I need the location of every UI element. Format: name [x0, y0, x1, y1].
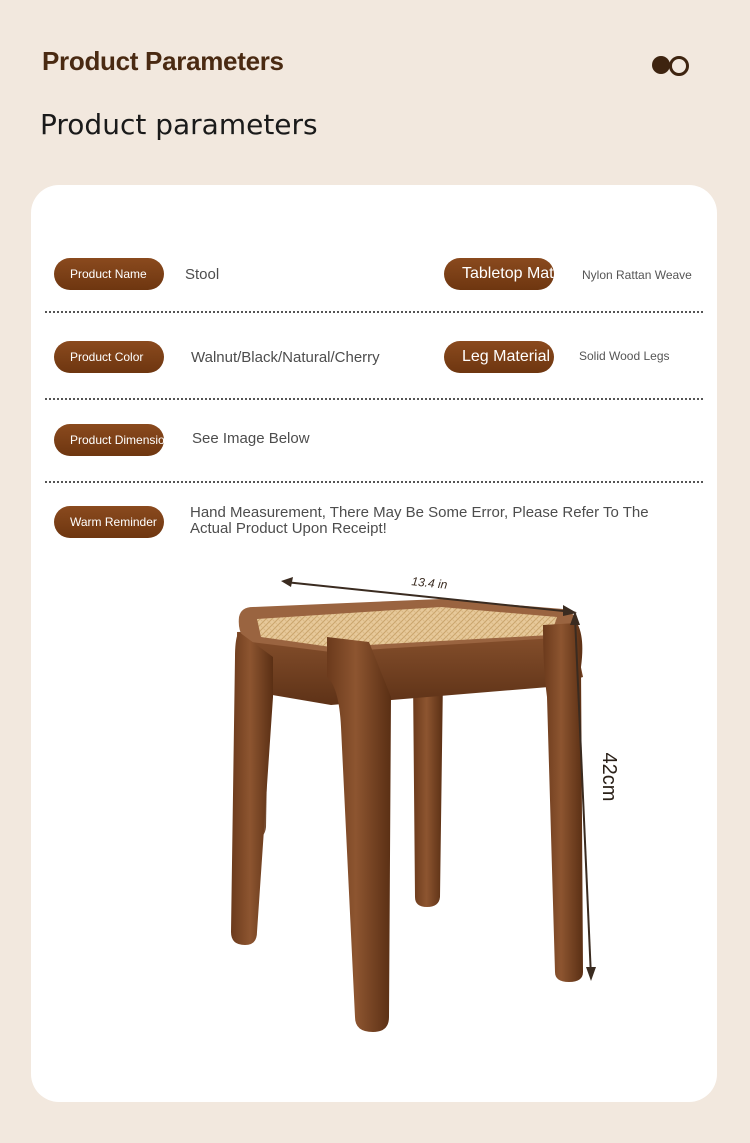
divider — [45, 398, 703, 400]
height-label: 42cm — [598, 752, 620, 802]
back-leg — [413, 677, 443, 907]
leg-material-pill: Leg Material — [444, 341, 554, 373]
tabletop-material-pill: Tabletop Material — [444, 258, 554, 290]
page-title: Product Parameters — [42, 46, 284, 76]
warm-reminder-value: Hand Measurement, There May Be Some Error, Please Refer To The Actual Product Upon Receipt! — [190, 504, 649, 537]
dot-ring-icon — [669, 56, 689, 76]
front-leg-left — [231, 632, 273, 945]
page-subtitle: Product parameters — [40, 108, 318, 141]
width-label: 13.4 in — [410, 574, 449, 592]
tabletop-material-value: Nylon Rattan Weave — [582, 268, 692, 282]
product-name-pill: Product Name — [54, 258, 164, 290]
product-color-value: Walnut/Black/Natural/Cherry — [191, 349, 380, 366]
stool-illustration — [191, 574, 631, 1047]
divider — [45, 311, 703, 313]
product-dimensions-value: See Image Below — [192, 430, 310, 447]
product-dimensions-pill: Product Dimensions — [54, 424, 164, 456]
product-color-pill: Product Color — [54, 341, 164, 373]
divider — [45, 481, 703, 483]
pagination-dots — [652, 56, 692, 76]
leg-material-value: Solid Wood Legs — [579, 349, 670, 363]
product-name-value: Stool — [185, 266, 220, 283]
parameters-card — [31, 185, 717, 1102]
warm-reminder-pill: Warm Reminder — [54, 506, 164, 538]
dot-filled-icon — [652, 56, 670, 74]
